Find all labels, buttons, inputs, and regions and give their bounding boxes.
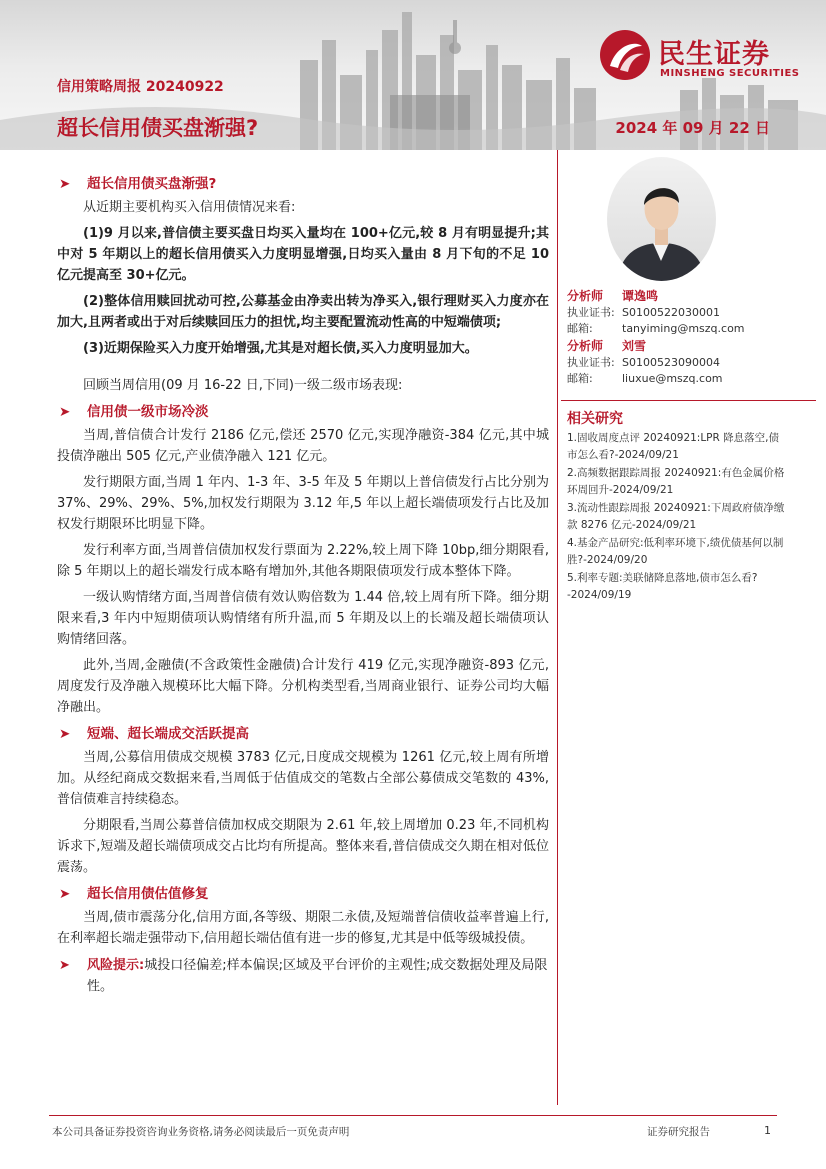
related-research-link[interactable]: 3.流动性跟踪周报 20240921:下周政府债净缴款 8276 亿元-2024/09/21: [567, 502, 785, 531]
paragraph: 当周,债市震荡分化,信用方面,各等级、期限二永债,及短端普信债收益率普遍上行,在利率超长端走强带动下,信用超长端估值有进一步的修复,尤其是中低等级城投债。: [57, 910, 549, 946]
cert-label: 执业证书:: [567, 355, 615, 369]
related-research-list: [567, 430, 785, 605]
page-number: 1: [764, 1124, 771, 1137]
arrow-icon: ➤: [59, 726, 71, 742]
paragraph: 回顾当周信用(09 月 16-22 日,下同)一级二级市场表现:: [83, 378, 403, 393]
analyst-card: [567, 288, 807, 338]
analyst-name: 谭逸鸣: [622, 289, 659, 303]
related-research-link[interactable]: 1.固收周度点评 20240921:LPR 降息落空,债市怎么看?-2024/09/21: [567, 432, 779, 461]
related-divider: [561, 400, 816, 401]
related-research-title: 相关研究: [567, 411, 623, 427]
cert-number: S0100523090004: [622, 355, 720, 369]
section-heading: [57, 402, 549, 423]
analyst-role: 分析师: [567, 339, 604, 353]
analyst-email-link[interactable]: liuxue@mszq.com: [622, 372, 723, 385]
email-label: 邮箱:: [567, 322, 593, 335]
section-heading-text: 超长信用债买盘渐强?: [87, 176, 217, 192]
arrow-icon: ➤: [59, 404, 71, 420]
analyst-photo: [607, 157, 716, 281]
report-title: 超长信用债买盘渐强?: [57, 116, 259, 140]
analyst-name: 刘雪: [622, 339, 647, 353]
analyst-card: [567, 338, 807, 388]
column-divider: [557, 150, 558, 1105]
main-content: [57, 168, 549, 999]
paragraph: 分期限看,当周公募普信债加权成交期限为 2.61 年,较上周增加 0.23 年,不同机构诉求下,短端及超长端债项成交占比均有所提高。整体来看,普信债成交久期在相对低位震荡。: [57, 818, 549, 875]
paragraph: 此外,当周,金融债(不含政策性金融债)合计发行 419 亿元,实现净融资-893 亿元,周度发行及净融入规模环比大幅下降。分机构类型看,当周商业银行、证券公司均大幅净融出。: [57, 658, 549, 715]
footer-divider: [49, 1115, 777, 1116]
header-banner: [0, 0, 826, 150]
related-research-link[interactable]: 4.基金产品研究:低利率环境下,绩优债基何以制胜?-2024/09/20: [567, 537, 784, 566]
paragraph: 一级认购情绪方面,当周普信债有效认购倍数为 1.44 倍,较上周有所下降。细分期限来看,3 年内中短期债项认购情绪有所升温,而 5 年期及以上的长端及超长端债项认购情绪回落。: [57, 590, 549, 647]
report-type: 信用策略周报 20240922: [57, 79, 224, 95]
footer-disclaimer: 本公司具备证券投资咨询业务资格,请务必阅读最后一页免责声明: [52, 1126, 350, 1138]
paragraph: (1)9 月以来,普信债主要买盘日均买入量均在 100+亿元,较 8 月有明显提升;其中对 5 年期以上的超长信用债买入力度明显增强,日均买入量由 8 月下旬的不足 10 亿元提高至 30+亿元。: [57, 226, 549, 283]
arrow-icon: ➤: [59, 886, 71, 902]
logo-text-cn: 民生证券: [658, 39, 770, 70]
paragraph: 发行利率方面,当周普信债加权发行票面为 2.22%,较上周下降 10bp,细分期限看,除 5 年期以上的超长端发行成本略有增加外,其他各期限债项发行成本整体下降。: [57, 543, 549, 579]
cert-number: S0100522030001: [622, 305, 720, 319]
section-heading: [57, 174, 549, 195]
section-heading: [57, 724, 549, 745]
company-logo: [600, 30, 805, 90]
logo-mark-icon: [600, 30, 650, 80]
risk-warning: [57, 955, 549, 997]
paragraph: (3)近期保险买入力度开始增强,尤其是对超长债,买入力度明显加大。: [83, 341, 478, 356]
paragraph: (2)整体信用赎回扰动可控,公募基金由净卖出转为净买入,银行理财买入力度亦在加大,且两者或出于对后续赎回压力的担忧,均主要配置流动性高的中短端债项;: [57, 294, 549, 330]
email-label: 邮箱:: [567, 372, 593, 385]
risk-label: 风险提示:: [87, 958, 145, 973]
cert-label: 执业证书:: [567, 305, 615, 319]
analyst-email-link[interactable]: tanyiming@mszq.com: [622, 322, 745, 335]
analyst-role: 分析师: [567, 289, 604, 303]
related-research-link[interactable]: 2.高频数据跟踪周报 20240921:有色金属价格环周回升-2024/09/21: [567, 467, 785, 496]
paragraph: 发行期限方面,当周 1 年内、1-3 年、3-5 年及 5 年期以上普信债发行占比分别为 37%、29%、29%、5%,加权发行期限为 3.12 年,5 年以上超长端债项发行占比及加权发行期限环比明显下降。: [57, 475, 549, 532]
section-heading-text: 超长信用债估值修复: [87, 886, 209, 902]
paragraph: 当周,普信债合计发行 2186 亿元,偿还 2570 亿元,实现净融资-384 亿元,其中城投债净融出 505 亿元,产业债净融入 121 亿元。: [57, 428, 549, 464]
section-heading-text: 短端、超长端成交活跃提高: [87, 726, 249, 742]
report-date: 2024 年 09 月 22 日: [615, 119, 770, 137]
section-heading-text: 信用债一级市场冷淡: [87, 404, 209, 420]
arrow-icon: ➤: [59, 176, 71, 192]
section-heading: [57, 884, 549, 905]
risk-text: 城投口径偏差;样本偏误;区域及平台评价的主观性;成交数据处理及局限性。: [87, 958, 548, 994]
related-research-link[interactable]: 5.利率专题:美联储降息落地,债市怎么看?-2024/09/19: [567, 572, 758, 601]
paragraph: 从近期主要机构买入信用债情况来看:: [83, 200, 296, 215]
arrow-icon: ➤: [59, 958, 70, 973]
paragraph: 当周,公募信用债成交规模 3783 亿元,日度成交规模为 1261 亿元,较上周有所增加。从经纪商成交数据来看,当周低于估值成交的笔数占全部公募债成交笔数的 43%,普信债难言持续稳态。: [57, 750, 549, 807]
logo-text-en: MINSHENG SECURITIES: [660, 68, 800, 79]
footer-report-kind: 证券研究报告: [647, 1126, 710, 1138]
